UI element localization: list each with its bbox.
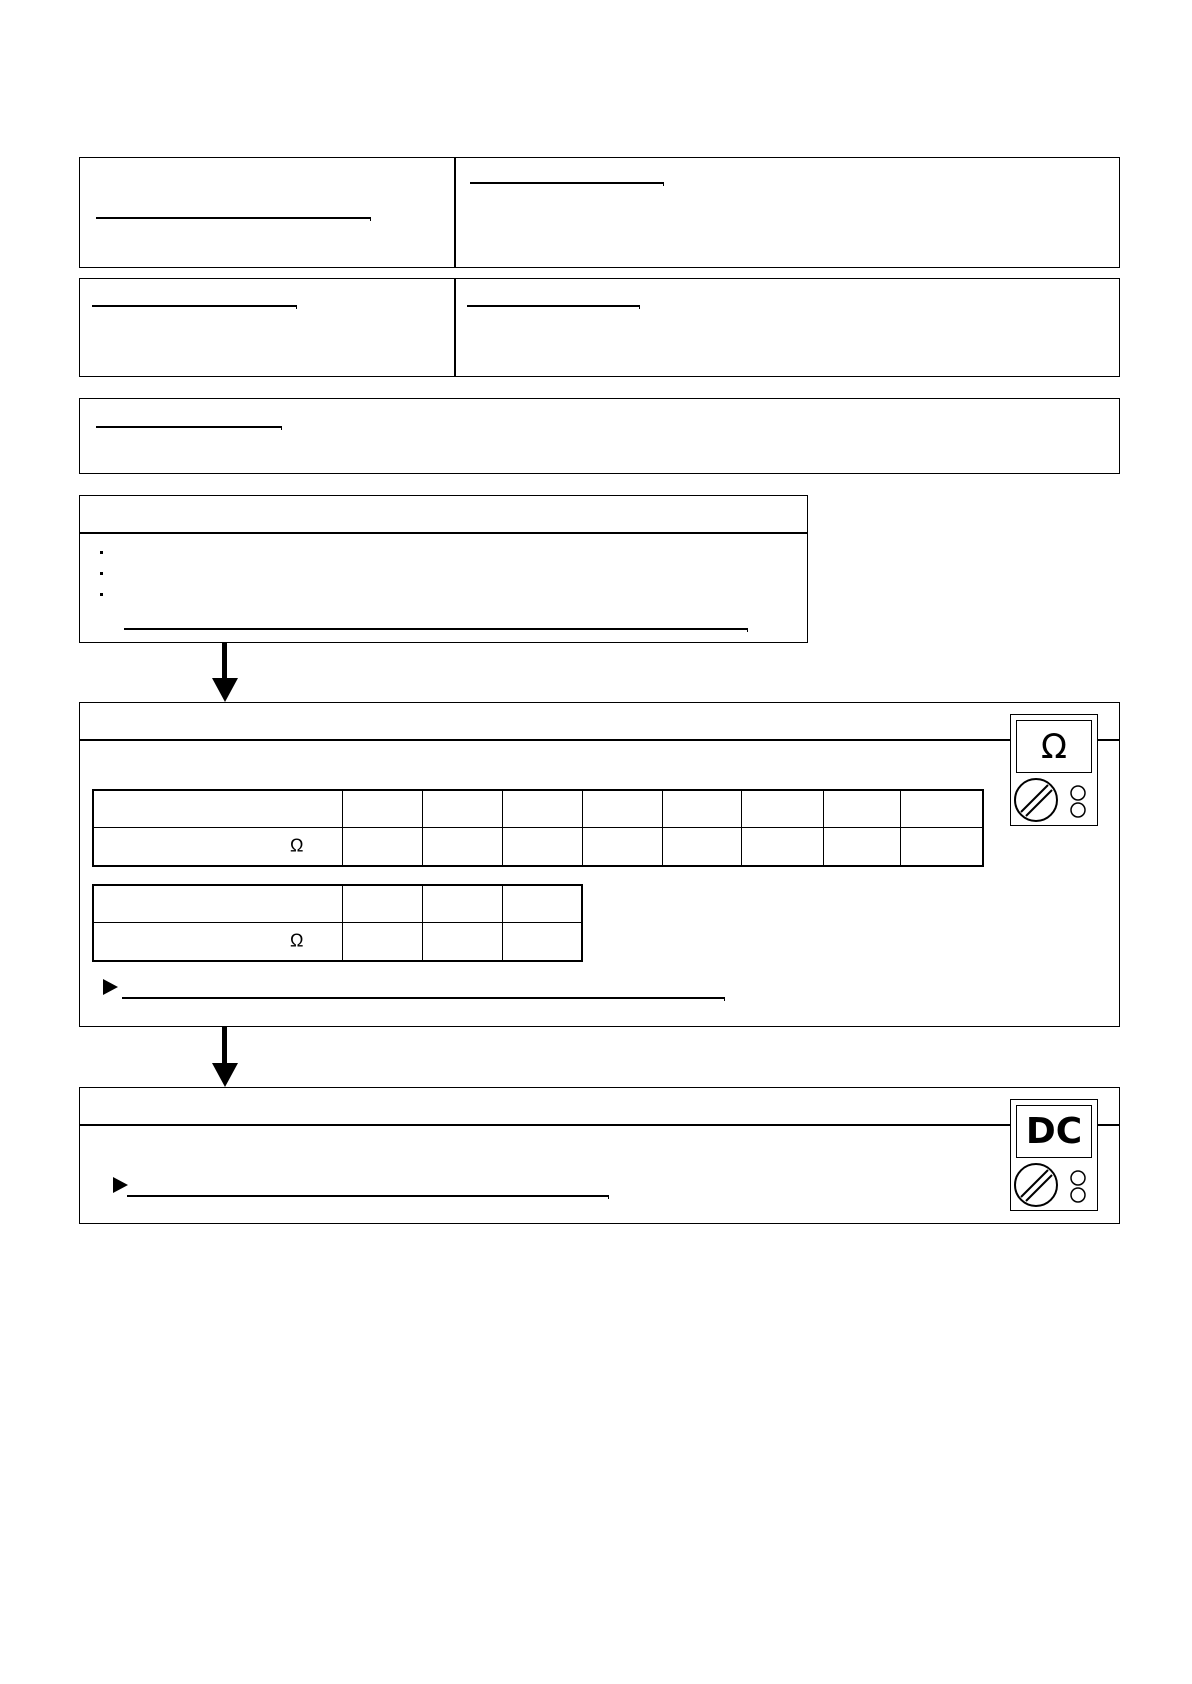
table-cell [342,885,422,922]
table-cell [422,827,502,866]
resistance-table-1 [92,789,984,867]
table-cell [662,827,741,866]
flow-arrow-shaft [222,643,227,679]
redacted-text-line [124,628,747,630]
redacted-text-line [127,1195,608,1197]
bullet [100,551,103,554]
table-cell [93,827,342,866]
table-row [93,885,582,922]
table-cell [502,885,582,922]
redacted-text-line [92,305,296,307]
bullet [100,593,103,596]
info-box-2 [79,278,1120,377]
dc-voltmeter-icon [1010,1099,1098,1211]
pointer-triangle-icon [113,1177,128,1193]
meter-dial-icon [1011,773,1099,827]
meter-display: DC [1016,1105,1092,1158]
redacted-text-line [470,182,663,184]
table-cell [93,790,342,827]
redacted-text-line [96,426,281,428]
table-cell [662,790,741,827]
step-header-divider [80,532,807,534]
table-cell [823,827,900,866]
meter-dial-icon [1011,1158,1099,1212]
inspection-step-3 [79,1087,1120,1224]
table-cell [502,922,582,961]
ohm-unit: Ω [290,930,304,951]
ohm-unit: Ω [290,835,304,856]
inspection-step-2 [79,702,1120,1027]
info-box-divider [454,158,456,267]
redacted-text-line [96,217,370,219]
step-header-divider [80,1124,1119,1126]
table-cell [502,790,582,827]
info-box-divider [454,279,456,376]
table-cell [582,827,662,866]
table-cell [342,790,422,827]
table-cell [422,885,502,922]
table-cell [342,827,422,866]
table-cell [900,827,983,866]
pointer-triangle-icon [103,979,118,995]
table-cell [422,922,502,961]
bullet [100,572,103,575]
table-cell [823,790,900,827]
table-cell [342,922,422,961]
resistance-table-2 [92,884,583,962]
table-cell [582,790,662,827]
table-cell [422,790,502,827]
table-cell [900,790,983,827]
meter-display: Ω [1016,720,1092,773]
info-box-3 [79,398,1120,474]
table-row [93,790,983,827]
step-header-divider [80,739,1119,741]
info-box-1 [79,157,1120,268]
flow-arrow-shaft [222,1027,227,1064]
table-cell [502,827,582,866]
table-cell [741,827,823,866]
table-cell [93,922,342,961]
redacted-text-line [467,305,639,307]
table-row [93,827,983,866]
table-cell [741,790,823,827]
flow-arrow-head [212,678,238,702]
flow-arrow-head [212,1063,238,1087]
ohmmeter-icon [1010,714,1098,826]
redacted-text-line [122,997,724,999]
table-row [93,922,582,961]
table-cell [93,885,342,922]
inspection-step-1 [79,495,808,643]
